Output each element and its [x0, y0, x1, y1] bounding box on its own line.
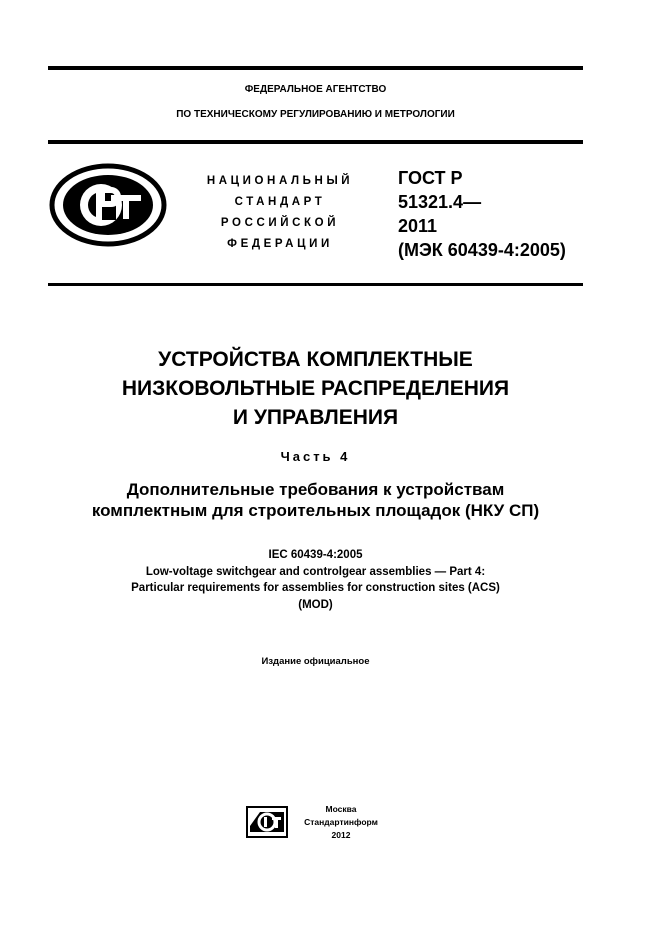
title-line-3: И УПРАВЛЕНИЯ	[232, 406, 399, 429]
subtitle-line-1: Дополнительные требования к устройствам	[126, 480, 505, 499]
part-label: Часть 4	[280, 449, 351, 464]
iec-reference	[48, 547, 583, 613]
standard-type-line-1: НАЦИОНАЛЬНЫЙ	[206, 175, 354, 187]
top-rule	[48, 66, 583, 70]
standard-type-line-4: ФЕДЕРАЦИИ	[227, 238, 333, 250]
iec-line-4: (MOD)	[298, 598, 333, 611]
subtitle-line-2: комплектным для строительных площадок (НКУ СП)	[91, 501, 540, 520]
rst-logo-icon	[49, 163, 167, 252]
document-subtitle	[48, 479, 583, 521]
title-line-1: УСТРОЙСТВА КОМПЛЕКТНЫЕ	[158, 348, 473, 371]
standard-type-line-3: РОССИЙСКОЙ	[220, 217, 340, 229]
publisher-year: 2012	[331, 830, 351, 840]
agency-line-1: ФЕДЕРАЛЬНОЕ АГЕНТСТВО	[244, 84, 387, 95]
standard-type-line-2: СТАНДАРТ	[234, 196, 326, 208]
designation-line-2: 51321.4—	[398, 192, 482, 212]
title-line-2: НИЗКОВОЛЬТНЫЕ РАСПРЕДЕЛЕНИЯ	[121, 377, 510, 400]
publisher-info	[296, 803, 386, 842]
standard-designation	[398, 166, 566, 262]
header-rule	[48, 140, 583, 144]
agency-line-2: ПО ТЕХНИЧЕСКОМУ РЕГУЛИРОВАНИЮ И МЕТРОЛОГИИ	[176, 109, 455, 120]
publisher-name: Стандартинформ	[304, 817, 378, 827]
iec-line-1: IEC 60439-4:2005	[268, 549, 363, 561]
designation-rule	[48, 283, 583, 286]
document-title	[48, 345, 583, 432]
iec-line-3: Particular requirements for assemblies for construction sites (ACS)	[131, 582, 500, 594]
designation-line-1: ГОСТ Р	[398, 168, 463, 188]
edition-label: Издание официальное	[261, 656, 370, 667]
publisher-city: Москва	[325, 804, 357, 814]
designation-line-4: (МЭК 60439-4:2005)	[398, 240, 566, 260]
standartinform-logo-icon	[246, 806, 288, 843]
designation-line-3: 2011	[398, 216, 438, 236]
national-standard-label	[190, 171, 370, 255]
iec-line-2: Low-voltage switchgear and controlgear assemblies — Part 4:	[145, 565, 486, 578]
